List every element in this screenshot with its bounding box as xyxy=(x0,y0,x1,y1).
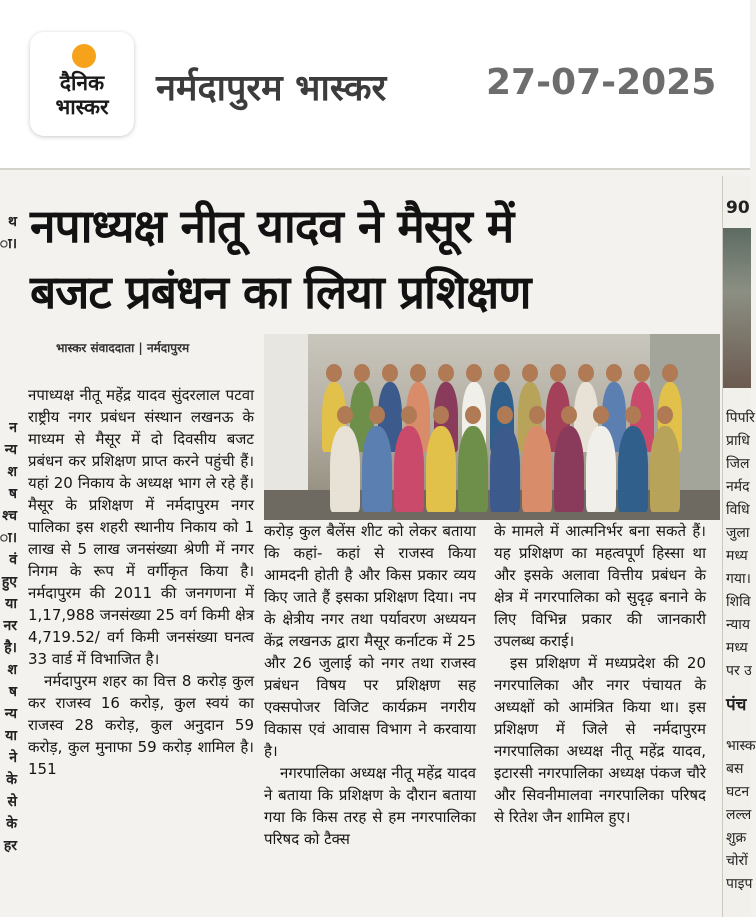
left-clip-fragment: ष xyxy=(8,486,17,502)
photo-person xyxy=(458,426,488,512)
right-clip-line: प्राधि xyxy=(726,433,750,449)
left-clip-fragment: वं xyxy=(9,552,17,568)
photo-person-head xyxy=(657,406,673,424)
photo-person-head xyxy=(382,364,398,382)
article-column-1 xyxy=(28,384,254,780)
photo-person-head xyxy=(466,364,482,382)
photo-person xyxy=(490,426,520,512)
photo-person xyxy=(618,426,648,512)
logo-text-line2: भास्कर xyxy=(55,95,109,119)
logo-text-line1: दैनिक xyxy=(59,71,105,95)
photo-person-head xyxy=(369,406,385,424)
left-clip-fragment: के xyxy=(6,816,17,832)
left-clip-fragment: हर xyxy=(3,838,17,854)
left-clip-fragment: है। xyxy=(4,640,17,656)
left-clip-fragment: या xyxy=(5,596,17,612)
photo-person xyxy=(394,426,424,512)
right-clip-line: चोरों xyxy=(726,853,748,869)
right-clip-line: नर्मद xyxy=(726,479,750,495)
col1-para-2: नर्मदापुरम शहर का वित्त 8 करोड़ कुल कर राजस्व 16 करोड़, कुल स्वयं का राजस्व 28 करोड़, कुल अनुदान 59 करोड़, कुल मुनाफा 59 करोड़ शामिल है। 151 xyxy=(28,672,254,778)
header-divider xyxy=(0,168,750,170)
right-clip-line: जिल xyxy=(726,456,750,472)
right-clip-photo xyxy=(723,228,751,388)
col3-para-2: इस प्रशिक्षण में मध्यप्रदेश की 20 नगरपालिका और नगर पंचायत के अध्यक्षों को आमंत्रित किया था। इस प्रशिक्षण में जिले से नर्मदापुरम नगरपालिका अध्यक्ष नीतू महेंद्र यादव, इटारसी नगरपालिका अध्यक्ष पंकज चौरे और सिवनीमालवा नगरपालिका परिषद से रितेश जैन शामिल हुए। xyxy=(494,654,706,826)
right-clip-line: शुक्र xyxy=(726,830,747,846)
dainik-bhaskar-logo[interactable] xyxy=(30,32,134,136)
photo-person-head xyxy=(497,406,513,424)
headline-line-2: बजट प्रबंधन का लिया प्रशिक्षण xyxy=(30,265,531,319)
photo-person-head xyxy=(465,406,481,424)
right-clip-line: न्याय xyxy=(726,617,750,633)
photo-person xyxy=(554,426,584,512)
photo-person-head xyxy=(337,406,353,424)
right-clip-line: बस xyxy=(726,761,744,777)
left-clip-fragment: हुए xyxy=(1,574,17,590)
right-clip-subhead: पंच xyxy=(726,695,747,715)
right-clip-line: भास्क xyxy=(726,738,756,754)
left-clip-fragment: या xyxy=(5,728,17,744)
photo-person-head xyxy=(662,364,678,382)
left-clip-fragment: से xyxy=(7,794,17,810)
left-clip-fragment: के xyxy=(6,772,17,788)
adjacent-clipping-left xyxy=(0,178,18,917)
right-clip-line: पर उ xyxy=(726,663,752,679)
photo-person-head xyxy=(561,406,577,424)
article-column-3 xyxy=(494,520,706,828)
right-clip-line: गया। xyxy=(726,571,751,587)
left-clip-fragment: श xyxy=(7,662,17,678)
app-header xyxy=(0,0,750,168)
photo-person-head xyxy=(494,364,510,382)
photo-person-head xyxy=(529,406,545,424)
right-clip-line: पाइप xyxy=(726,876,753,892)
adjacent-clipping-right xyxy=(722,176,756,917)
photo-person-head xyxy=(522,364,538,382)
right-clip-line: जुला xyxy=(726,525,750,541)
sun-logo-icon xyxy=(72,44,96,68)
col2-para-2: नगरपालिका अध्यक्ष नीतू महेंद्र यादव ने बताया कि प्रशिक्षण के दौरान बताया गया कि किस तरह से हम नगरपालिका परिषद को टैक्स xyxy=(264,764,476,848)
group-photo xyxy=(264,334,720,520)
edition-date: 27-07-2025 xyxy=(486,62,717,103)
left-clip-fragment: ने xyxy=(9,750,17,766)
right-clip-line: शिवि xyxy=(726,594,751,610)
left-clip-fragment: ा। xyxy=(0,530,17,546)
byline: भास्कर संवाददाता | नर्मदापुरम xyxy=(56,341,190,355)
left-clip-fragment: न xyxy=(9,420,17,436)
col2-para-1: करोड़ कुल बैलेंस शीट को लेकर बताया कि कहां- कहां से राजस्व किया आमदनी होती है और किस प्रकार व्यय किए जाते हैं इसका प्रशिक्षण दिया। नप के क्षेत्रीय नगर तथा पर्यावरण अध्ययन केंद्र लखनऊ द्वारा मैसूर कर्नाटक में 25 और 26 जुलाई को नगर तथा राजस्व प्रबंधन विषय पर प्रशिक्षण सह एक्सपोजर विजिट कार्यक्रम नगरीय विकास एवं आवास विभाग ने करवाया है। xyxy=(264,522,476,760)
left-clip-fragment: ा। xyxy=(0,236,17,252)
photo-person-head xyxy=(606,364,622,382)
right-clip-line: मध्य xyxy=(726,640,748,656)
photo-person xyxy=(426,426,456,512)
right-clip-headline: 90 xyxy=(726,198,750,218)
left-clip-fragment: थ xyxy=(8,214,17,230)
photo-person-head xyxy=(593,406,609,424)
left-clip-fragment: नर xyxy=(3,618,17,634)
photo-person-head xyxy=(326,364,342,382)
right-clip-line: घटन xyxy=(726,784,750,800)
photo-person-head xyxy=(401,406,417,424)
left-clip-fragment: न्य xyxy=(4,442,17,458)
col1-para-1: नपाध्यक्ष नीतू महेंद्र यादव सुंदरलाल पटवा राष्ट्रीय नगर प्रबंधन संस्थान लखनऊ के माध्यम से मैसूर में दो दिवसीय बजट प्रबंधन कर प्रशिक्षण प्राप्त करने पहुंची हैं। यहां 20 निकाय के अध्यक्ष भाग ले रहे हैं। मैसूर के प्रशिक्षण में नर्मदापुरम नगर पालिका इस शहरी स्थानीय निकाय को 1 लाख से 5 लाख जनसंख्या श्रेणी में नगर निगम के रूप में वर्गीकृत किया है। नर्मदापुरम की 2011 की जनगणना में 1,17,988 जनसंख्या 25 वर्ग किमी क्षेत्र 4,719.52/ वर्ग किमी जनसंख्या घनत्व 33 वार्ड में विभाजित है। xyxy=(28,386,254,668)
right-clip-line: विधि xyxy=(726,502,750,518)
photo-person-head xyxy=(625,406,641,424)
photo-person-head xyxy=(634,364,650,382)
left-clip-fragment: ष xyxy=(8,684,17,700)
photo-person xyxy=(650,426,680,512)
article-column-2 xyxy=(264,520,476,850)
right-clip-line: लल्ल xyxy=(726,807,752,823)
headline-line-1: नपाध्यक्ष नीतू यादव ने मैसूर में xyxy=(30,199,514,253)
photo-person xyxy=(586,426,616,512)
photo-person-head xyxy=(354,364,370,382)
photo-person xyxy=(522,426,552,512)
photo-person-head xyxy=(578,364,594,382)
photo-person-head xyxy=(550,364,566,382)
left-clip-fragment: न्य xyxy=(4,706,17,722)
left-clip-fragment: श्च xyxy=(2,508,17,524)
photo-person xyxy=(362,426,392,512)
right-clip-line: मध्य xyxy=(726,548,748,564)
photo-person-head xyxy=(438,364,454,382)
edition-title: नर्मदापुरम भास्कर xyxy=(156,68,387,109)
right-clip-line: पिपरि xyxy=(726,410,755,426)
left-clip-fragment: श xyxy=(7,464,17,480)
photo-person xyxy=(330,426,360,512)
photo-person-head xyxy=(410,364,426,382)
col3-para-1: के मामले में आत्मनिर्भर बना सकते हैं। यह प्रशिक्षण का महत्वपूर्ण हिस्सा था और इसके अलावा वित्तीय प्रबंधन के क्षेत्र में नगरपालिका को सुदृढ़ बनाने के लिए विभिन्न प्रकार की जानकारी उपलब्ध कराई। xyxy=(494,522,706,650)
photo-person-head xyxy=(433,406,449,424)
